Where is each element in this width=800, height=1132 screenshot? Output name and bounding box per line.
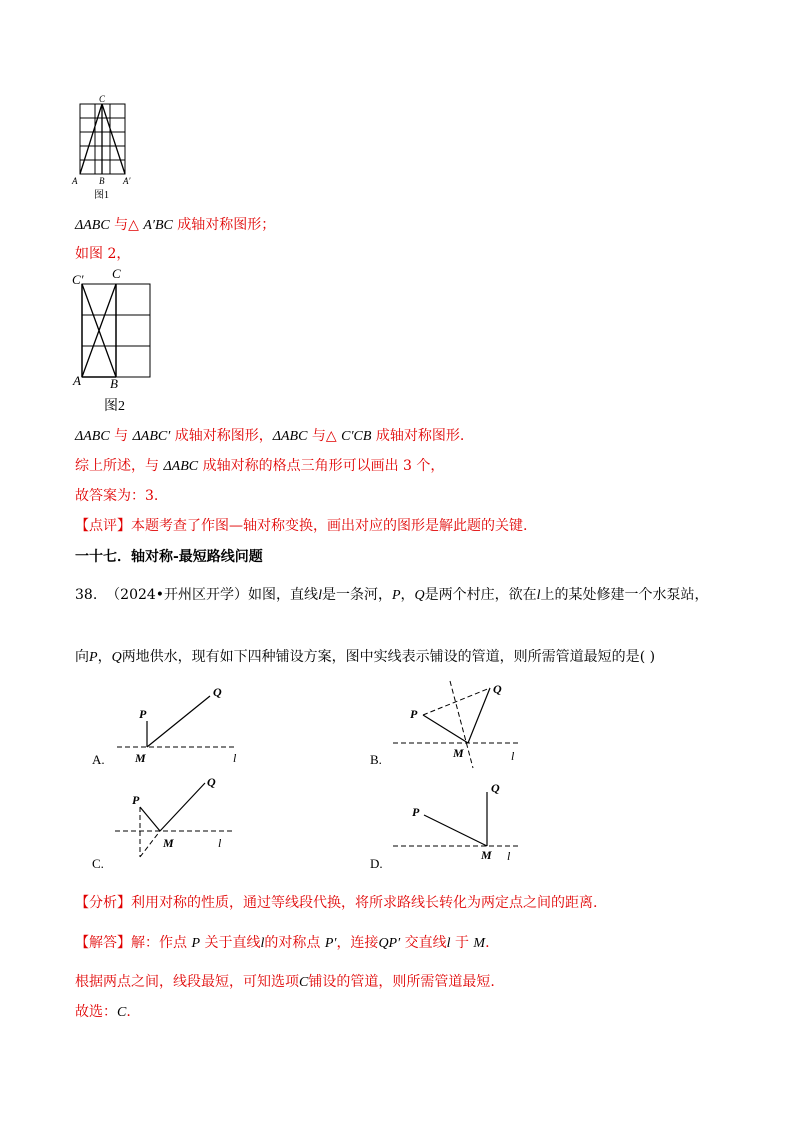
option-c-label-l: l [218, 836, 222, 850]
fig2-label-c: C [112, 266, 121, 281]
text-line-1 [75, 215, 275, 236]
solution-text: 关于直线 [200, 935, 261, 951]
option-d-letter: D. [370, 856, 383, 871]
text-summary-end: 成轴对称的格点三角形可以画出 3 个， [198, 458, 445, 474]
text-symmetric: 成轴对称图形， [170, 428, 273, 444]
math-abc: ΔABC [272, 429, 308, 444]
question-number: 38. [75, 587, 98, 603]
text-with: 与△ [307, 428, 342, 444]
option-b-label-l: l [511, 749, 515, 763]
text-line-2 [75, 244, 130, 264]
option-a-label-l: l [233, 751, 237, 765]
math-p: P [391, 588, 401, 603]
text-line-4 [75, 456, 444, 477]
option-b-letter: B. [370, 752, 382, 767]
question-text: （2024•开州区开学）如图，直线 [106, 587, 319, 603]
math-c: C [299, 975, 309, 990]
text-symmetric: 成轴对称图形. [371, 428, 465, 444]
text-as-figure-2: 如图 2， [75, 246, 131, 262]
question-text: 是两个村庄，欲在 [424, 587, 537, 603]
answer-blank: ( ) [639, 649, 656, 665]
math-l: l [536, 588, 541, 603]
figure-2 [70, 266, 170, 416]
math-abc-prime: ΔABC′ [132, 429, 171, 444]
math-m: M [473, 936, 486, 951]
math-q: Q [414, 588, 425, 603]
fig1-label-a: A [72, 176, 78, 186]
math-abc: ΔABC [75, 218, 110, 233]
text-summary: 综上所述，与 [75, 458, 164, 474]
fig2-label-c-prime: C′ [72, 272, 84, 287]
option-b-label-m: M [453, 746, 464, 760]
question-text: 两地供水，现有如下四种铺设方案，图中实线表示铺设的管道，则所需管道最短的是 [121, 649, 640, 665]
conclusion-line [75, 972, 495, 993]
math-c-prime-cb: C′CB [341, 429, 372, 444]
conclusion-text: 铺设的管道，则所需管道最短. [308, 974, 495, 990]
math-c: C [117, 1005, 127, 1020]
solution-text: 的对称点 [264, 935, 325, 951]
math-l: l [260, 936, 265, 951]
option-d-figure [365, 772, 545, 872]
question-text: ， [97, 649, 112, 665]
option-d-label-m: M [481, 848, 492, 862]
analysis-line [75, 893, 597, 913]
text-line-5 [75, 486, 158, 506]
text-with: 与△ [109, 217, 144, 233]
option-a-label-m: M [135, 751, 146, 765]
fig2-label-a: A [73, 373, 81, 388]
final-answer-line [75, 1002, 131, 1023]
math-p-prime: P′ [324, 936, 337, 951]
text-comment: 【点评】本题考查了作图—轴对称变换，画出对应的图形是解此题的关键. [75, 518, 528, 534]
fig1-label-c: C [99, 94, 106, 104]
final-text: 故选： [75, 1004, 117, 1020]
option-c-label-m: M [163, 836, 174, 850]
option-a-label-q: Q [213, 685, 222, 699]
question-text: ， [400, 587, 415, 603]
option-c-letter: C. [92, 856, 104, 871]
text-line-6 [75, 516, 527, 536]
final-text: . [126, 1004, 131, 1020]
figure-1 [70, 92, 150, 202]
option-a-label-p: P [139, 707, 147, 721]
option-c-figure [85, 772, 265, 872]
math-a-prime-bc: A′BC [143, 218, 173, 233]
solution-text: ，连接 [336, 935, 379, 951]
option-d-label-p: P [412, 805, 420, 819]
option-d-label-q: Q [491, 781, 500, 795]
math-l: l [318, 588, 322, 603]
text-symmetric: 成轴对称图形； [172, 217, 276, 233]
option-a-figure [85, 678, 265, 773]
solution-text: 于 [450, 935, 474, 951]
option-b-label-q: Q [493, 682, 502, 696]
fig1-label-b: B [99, 176, 105, 186]
question-line-2 [75, 647, 655, 668]
solution-text: 【解答】解：作点 [75, 935, 192, 951]
math-abc: ΔABC [75, 429, 110, 444]
solution-text: 交直线 [400, 935, 447, 951]
math-l: l [446, 936, 451, 951]
option-c-label-q: Q [207, 775, 216, 789]
fig2-caption: 图2 [104, 399, 125, 414]
math-p: P [191, 936, 201, 951]
math-abc: ΔABC [163, 459, 199, 474]
fig1-label-a-prime: A′ [123, 176, 131, 186]
option-b-label-p: P [410, 707, 418, 721]
math-p: P [89, 650, 98, 665]
text-answer: 故答案为：3. [75, 488, 159, 504]
question-line-1 [75, 585, 709, 606]
question-text: 是一条河， [321, 587, 392, 603]
question-text: 上的某处修建一个水泵站， [540, 587, 709, 603]
text-with: 与 [109, 428, 133, 444]
fig2-label-b: B [110, 376, 118, 391]
math-q: Q [111, 650, 122, 665]
math-qp-prime: QP′ [378, 936, 401, 951]
conclusion-text: 根据两点之间，线段最短，可知选项 [75, 974, 299, 990]
solution-line [75, 933, 490, 954]
option-b-figure [365, 678, 545, 773]
fig1-caption: 图1 [94, 190, 109, 201]
question-text: 向 [75, 649, 89, 665]
option-a-letter: A. [92, 752, 105, 767]
text-line-3 [75, 426, 464, 447]
solution-text: . [485, 935, 490, 951]
analysis-text: 【分析】利用对称的性质，通过等线段代换，将所求路线长转化为两定点之间的距离. [75, 895, 598, 911]
section-heading: 一十七．轴对称-最短路线问题 [75, 549, 263, 565]
option-d-label-l: l [507, 849, 511, 863]
option-c-label-p: P [132, 793, 140, 807]
